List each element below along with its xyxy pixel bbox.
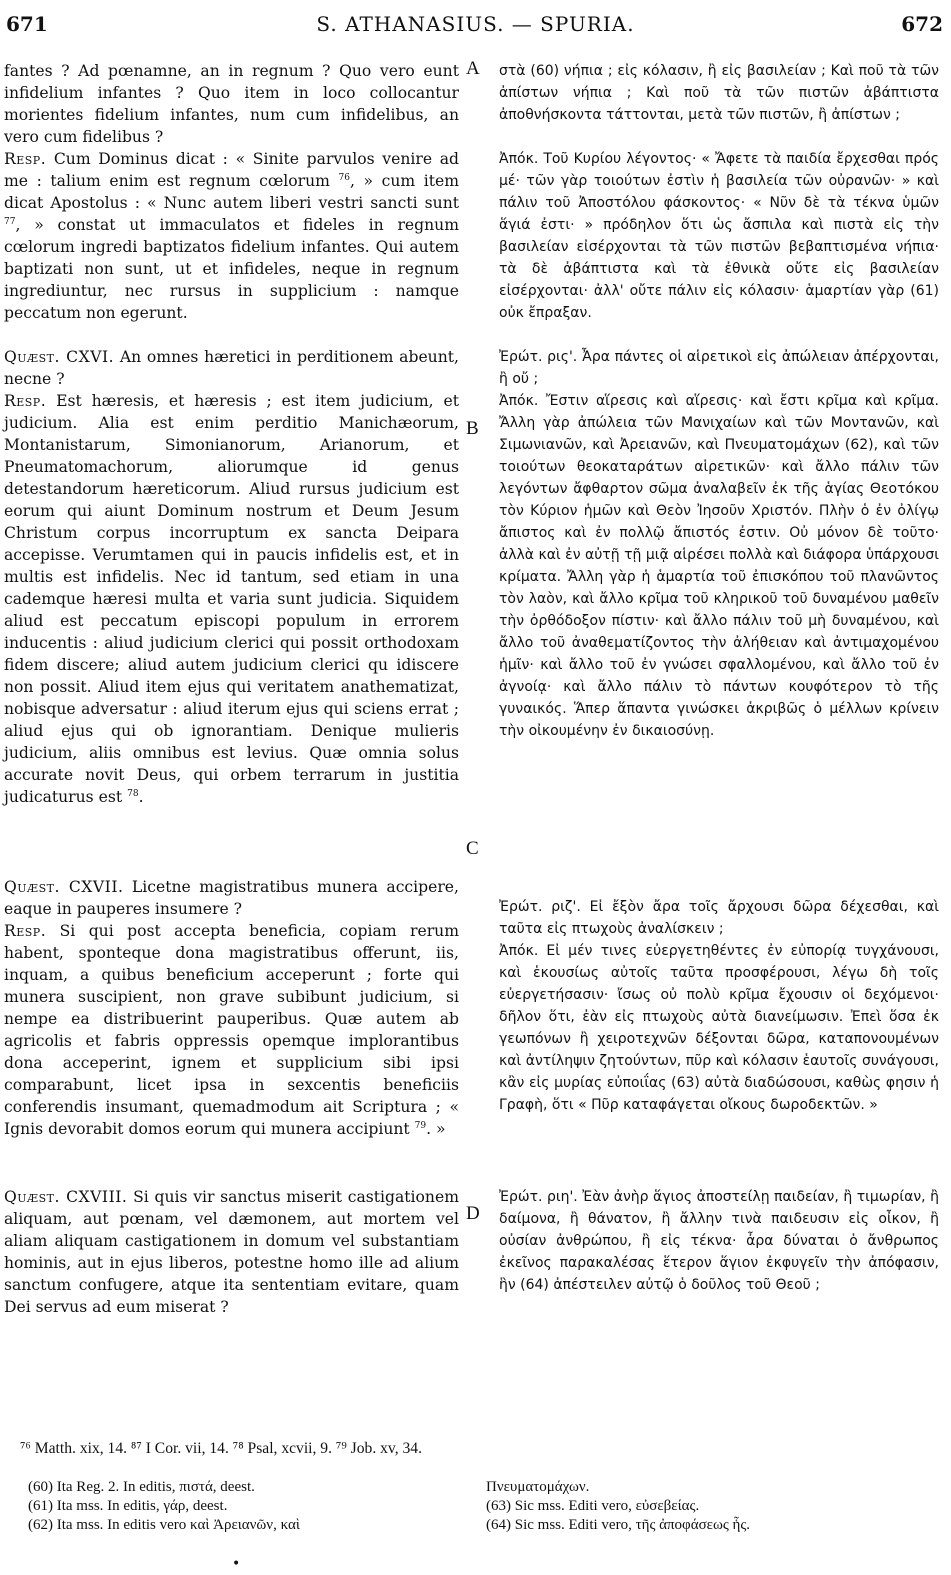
greek-question-116: Ἐρώτ. ρις'. Ἆρα πάντες οἱ αἱρετικοὶ εἰς ἀπώλειαν ἀπέρχονται, ἢ οὔ ;: [499, 349, 939, 387]
footnotes-left: [28, 1478, 468, 1535]
footnote: (60) Ita Reg. 2. In editis, πιστά, deest.: [28, 1479, 255, 1495]
margin-marker-b: B: [466, 418, 479, 439]
footnote-ref: 79: [414, 1120, 427, 1131]
margin-marker-d: D: [466, 1203, 480, 1224]
greek-column: [499, 60, 939, 1296]
footnote: (64) Sic mss. Editi vero, τῆς ἀποφάσεως ἧς.: [486, 1517, 751, 1533]
resp-label: Resp.: [4, 392, 47, 410]
quaest-label: Quæst. CXVIII.: [4, 1188, 128, 1206]
resp-label: Resp.: [4, 150, 47, 168]
latin-response: Resp. Cum Dominus dicat : « Sinite parvulos venire ad me : talium enim est regnum cœlorum $^{76}$, » cum item dicat Apostolus : « Nunc autem liberi vestri sancti sunt $^{77}$, » constat ut immaculatos et fideles in regnum cœlorum ingredi baptizatos fidelium infantes. Qui autem baptizati non sunt, ut et infideles, neque in regnum ingrediuntur, nec rursus in supplicium : namque peccatum non egerunt.: [4, 150, 460, 322]
running-title: S. ATHANASIUS. — SPURIA.: [316, 12, 635, 36]
scripture-references: ⁷⁶ Matth. xix, 14. ⁸⁷ I Cor. vii, 14. ⁷⁸ Psal, xcvii, 9. ⁷⁹ Job. xv, 34.: [20, 1440, 423, 1457]
latin-paragraph: fantes ? Ad pœnamne, an in regnum ? Quo vero eunt infidelium infantes ? Quo item in loco collocantur morientes fidelium infantes, num cum infidelibus, an vero cum fidelibus ?: [4, 62, 459, 146]
footnote: (62) Ita mss. In editis vero καὶ Ἀρειανῶν, καὶ: [28, 1517, 300, 1533]
footnote-ref: 77: [4, 216, 16, 227]
footnotes-right: [486, 1478, 926, 1535]
question-116: Quæst. CXVI. An omnes hæretici in perditionem abeunt, necne ?: [4, 348, 459, 388]
page-header: [0, 8, 951, 42]
greek-response-116: Ἀπόκ. Ἔστιν αἵρεσις καὶ αἵρεσις· καὶ ἔστι κρῖμα καὶ κρῖμα. Ἄλλη γὰρ ἀπώλεια τῶν Μανιχαίων καὶ τῶν Μοντανῶν, καὶ Σιμωνιανῶν, καὶ Ἀρειανῶν, καὶ Πνευματομάχων (62), καὶ τῶν τοιούτων θεοκαταράτων αἱρετικῶν· καὶ ἄλλο πάλιν τῶν λεγόντων ἄφθαρτον σῶμα ἀναλαβεῖν ἐκ τῆς ἁγίας Θεοτόκου τὸν Κύριον ἡμῶν καὶ Θεὸν Ἰησοῦν Χριστόν. Πλὴν ὁ ἐν ὀλίγῳ ἄπιστος καὶ ἐν πολλῷ ἄπιστός ἐστιν. Οὐ μόνον δὲ τοῦτο· ἀλλὰ καὶ ἐν αὐτῇ τῇ μιᾷ αἱρέσει πολλὰ καὶ διάφορα ὑπάρχουσι κρίματα. Ἄλλη γὰρ ἡ ἁμαρτία τοῦ ἐπισκόπου τοῦ πλανῶντος τὸν λαὸν, καὶ ἄλλο κρῖμα τοῦ κληρικοῦ τοῦ δυναμένου μαθεῖν τὴν ὀρθόδοξον πίστιν· καὶ ἄλλο πάλιν τοῦ μὴ δυναμένου, καὶ ἄλλο τοῦ ἀναθεματίζοντος τὴν ἀλήθειαν καὶ ἀντιμαχομένου ἡμῖν· καὶ ἄλλο τοῦ ἐν γνώσει σφαλλομένου, καὶ ἄλλο τοῦ ἐν ἀγνοίᾳ· καὶ ἄλλο πάλιν τὸ πάντων κουφότερον τὸ τῆς γυναικός. Ἅπερ ἅπαντα γινώσκει ἀκριβῶς ὁ μέλλων κρίνειν τὴν οἰκουμένην ἐν δικαιοσύνῃ.: [499, 393, 940, 739]
response-117: Resp. Si qui post accepta beneficia, copiam rerum habent, sponteque dona magistratibus offerunt, iis, inquam, a quibus beneficium acceperunt ; forte qui munera suscipient, non grave subibunt judicium, si nempe ea distribuerint pauperibus. Quæ autem ab agricolis et fabris oppressis opemque implorantibus dona acceperint, ignem et supplicium sibi ipsi comparabunt, licet ipsa in sexcentis beneficiis conferendis insumant, quemadmodum ait Scriptura ; « Ignis devorabit domos eorum qui munera accipiunt $^{79}$. »: [4, 922, 459, 1138]
greek-question-118: Ἐρώτ. ριη'. Ἐὰν ἀνὴρ ἅγιος ἀποστείλῃ παιδείαν, ἢ τιμωρίαν, ἢ δαίμονα, ἢ θάνατον, ἢ ἄλλην τινὰ παιδευσιν εἰς οἶκον, ἢ οὐσίαν ἀνθρώπου, ἢ εἰς τέκνα· ἆρα δύναται ὁ ἄνθρωπος ἐκεῖνος παρακαλέσας ἕτερον ἅγιον ἐκφυγεῖν τὴν ἀπόφασιν, ἣν (64) ἀπέστειλεν αὐτῷ ὁ δοῦλος τοῦ Θεοῦ ;: [499, 1189, 939, 1293]
greek-question-117: Ἐρώτ. ριζ'. Εἰ ἔξὸν ἄρα τοῖς ἄρχουσι δῶρα δέχεσθαι, καὶ ταῦτα εἰς πτωχοὺς ἀναλίσκειν ;: [499, 899, 939, 937]
footnote: Πνευματομάχων.: [486, 1479, 590, 1495]
resp-label: Resp.: [4, 922, 47, 940]
latin-column: [4, 60, 459, 1318]
question-118: Quæst. CXVIII. Si quis vir sanctus miserit castigationem aliquam, aut pœnam, vel dæmonem, aut mortem vel aliam aliquam castigationem in domum vel substantiam hominis, aut in ejus liberos, potestne homo ille ad alium sanctum confugere, atque ita sententiam evitare, quam Dei servus ad eum miserat ?: [4, 1188, 459, 1316]
question-117: Quæst. CXVII. Licetne magistratibus munera accipere, eaque in pauperes insumere ?: [4, 878, 459, 918]
quaest-label: Quæst. CXVII.: [4, 878, 124, 896]
greek-response-117: Ἀπόκ. Εἰ μέν τινες εὐεργετηθέντες ἐν εὐπορίᾳ τυγχάνουσι, καὶ ἑκουσίως αὐτοῖς ταῦτα προσφέρουσι, λέγω δὴ τοῖς εὐεργετήσασιν· ἴσως οὐ πολὺ κρῖμα ἔχουσιν οἱ δεχόμενοι· δῆλον ὅτι, ἐὰν εἰς πτωχοὺς αὐτὰ διανείμωσιν. Ἐπεὶ ὅσα ἐκ γεωπόνων ἢ χειροτεχνῶν δέξονται δῶρα, καταπονουμένων καὶ ἀντίληψιν ζητούντων, πῦρ καὶ κόλασιν ἑαυτοῖς συνάγουσι, κἂν εἰς μυρίας εὐποιΐας (63) αὐτὰ διαδώσουσι, καθὼς φησιν ἡ Γραφὴ, ὅτι « Πῦρ καταφάγεται οἴκους δωροδεκτῶν. »: [499, 943, 939, 1113]
greek-response: Ἀπόκ. Τοῦ Κυρίου λέγοντος· « Ἄφετε τὰ παιδία ἔρχεσθαι πρός μέ· τῶν γὰρ τοιούτων ἐστὶν ἡ βασιλεία τῶν οὐρανῶν· » καὶ πάλιν τοῦ Ἀποστόλου φάσκοντος· « Νῦν δὲ τὰ τέκνα ὑμῶν ἅγιά ἐστι· » πρόδηλον ὅτι ὡς ἄσπιλα καὶ πιστὰ εἰς τὴν βασιλείαν εἰσέρχονται τὰ τῶν πιστῶν βεβαπτισμένα νήπια· τὰ δὲ ἀβάπτιστα καὶ τὰ ἐθνικὰ οὔτε εἰς βασιλείαν εἰσέρχονται· ἀλλ' οὔτε πάλιν εἰς κόλασιν· ἁμαρτίαν γὰρ (61) οὐκ ἔπραξαν.: [499, 151, 939, 321]
footnote: (63) Sic mss. Editi vero, εὐσεβείας.: [486, 1498, 700, 1514]
greek-paragraph: στὰ (60) νήπια ; εἰς κόλασιν, ἢ εἰς βασιλείαν ; Καὶ ποῦ τὰ τῶν ἀπίστων νήπια ; Καὶ ποῦ τὰ τῶν πιστῶν ἀβάπτιστα ἀποθνήσκοντα τάττονται, μετὰ τῶν πιστῶν, ἢ ἀπίστων ;: [499, 63, 939, 123]
footnote-ref: 76: [338, 172, 350, 183]
margin-marker-c: C: [466, 838, 479, 859]
margin-marker-a: A: [466, 58, 480, 79]
response-116: Resp. Est hæresis, et hæresis ; est item judicium, et judicium. Alia est enim perditio Manichæorum, Montanistarum, Simonianorum, Arianorum, et Pneumatomachorum, aliorumque id genus detestandorum hæreticorum. Aliud rursus judicium est eorum qui aiunt Dominum nostrum et Deum Jesum Christum corpus incorruptum ex sancta Deipara accepisse. Verumtamen qui in paucis infidelis est, et in multis est infidelis. Nec id tantum, sed etiam in una cademque hæresi multa et varia sunt judicia. Siquidem aliud est peccatum episcopi populum in errorem inducentis : aliud judicium clerici qui possit orthodoxam fidem discere; aliud autem judicium clerici qu idiscere non possit. Aliud item ejus qui veritatem anathematizat, nobisque adversatur : aliud iterum ejus qui sciens errat ; aliud ejus qui ob ignorantiam. Denique mulieris judicium, aliis omnibus est levius. Quæ omnia solus accurate novit Deus, qui orbem terrarum in justitia judicaturus est $^{78}$.: [4, 392, 459, 806]
footnote: (61) Ita mss. In editis, γάρ, deest.: [28, 1498, 228, 1514]
footnote-ref: 78: [127, 788, 139, 799]
quaest-label: Quæst. CXVI.: [4, 348, 115, 366]
printer-dot: •: [232, 1556, 241, 1572]
page-number-left: 671: [6, 12, 48, 36]
page-number-right: 672: [901, 12, 943, 36]
